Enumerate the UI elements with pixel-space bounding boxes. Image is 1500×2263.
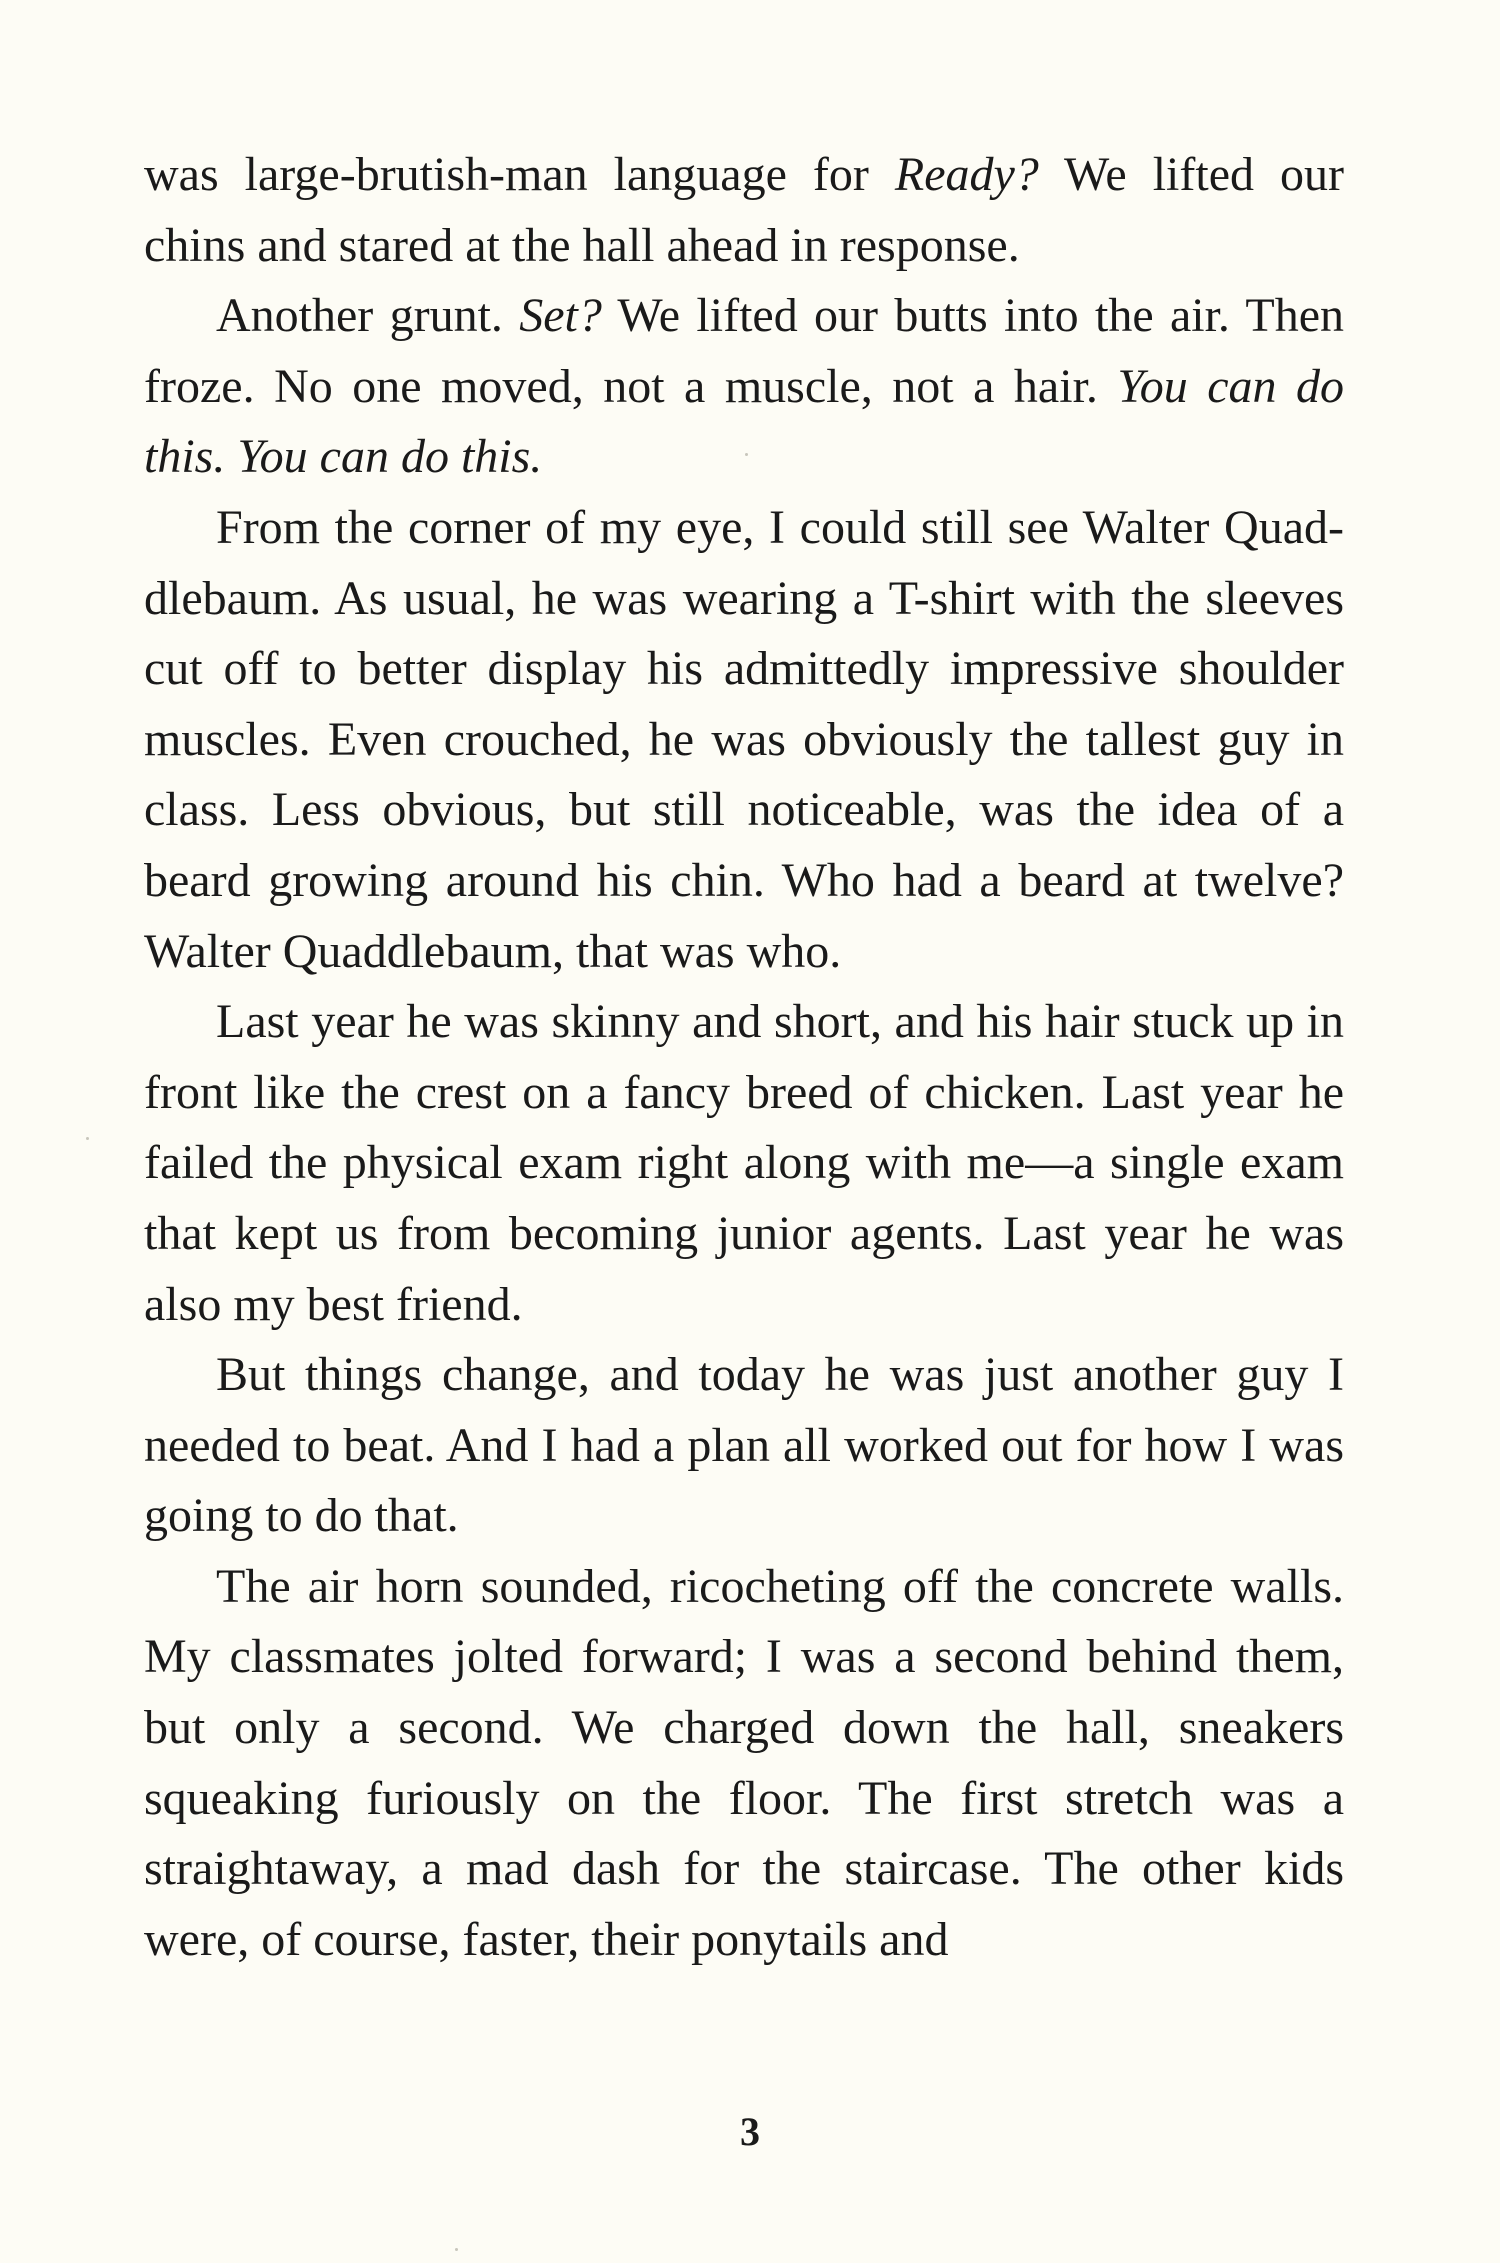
page-number: 3 [740,2109,760,2154]
text-run: We lifted our butts into the air. Then froze. No one moved, not a muscle, not a hair. [144,289,1345,413]
text-run: Last year he was skinny and short, and his hair stuck up in front like the crest on a fancy breed of chicken. Last year he failed the physical exam right along with me—a single exam that kept us from becoming junior agents. Last year he was also my best friend. [144,995,1344,1331]
italic-text: You can do this. You can do this. [144,359,1344,484]
italic-text: Set? [519,289,602,343]
text-run: But things change, and today he was just another guy I needed to beat. And I had a plan all worked out for how I was going to do that. [144,1348,1344,1543]
body-text [144,140,1344,1975]
paragraph [144,1340,1344,1552]
paper-speck [86,1137,89,1140]
paper-speck [745,453,748,456]
text-run: was large-brutish-man language for [144,148,895,201]
paragraph [144,987,1344,1340]
text-run: The air horn sounded, ricocheting off the concrete walls. My classmates jolted forward; I was a second behind them, but only a second. We charged down the hall, sneakers squeaking furiously on the floor. The first stretch was a straightaway, a mad dash for the staircase. The other kids were, of course, faster, their ponytails and [144,1559,1344,1966]
paper-speck [455,2248,458,2251]
paragraph [144,281,1344,493]
paragraph [144,1552,1344,1976]
text-run: We lifted our chins and stared at the hall ahead in response. [144,148,1344,272]
italic-text: Ready? [894,148,1039,201]
paragraph [144,493,1344,987]
paragraph [144,140,1344,281]
text-run: Another grunt. [216,289,520,343]
text-run: From the corner of my eye, I could still see Walter Quaddlebaum. As usual, he was wearing a T-shirt with the sleeves cut off to better display his admittedly impressive shoulder muscles. Even crouched, he was obviously the tallest guy in class. Less obvious, but still noticeable, was the idea of a beard growing around his chin. Who had a beard at twelve? Walter Quaddlebaum, that was who. [144,500,1344,978]
